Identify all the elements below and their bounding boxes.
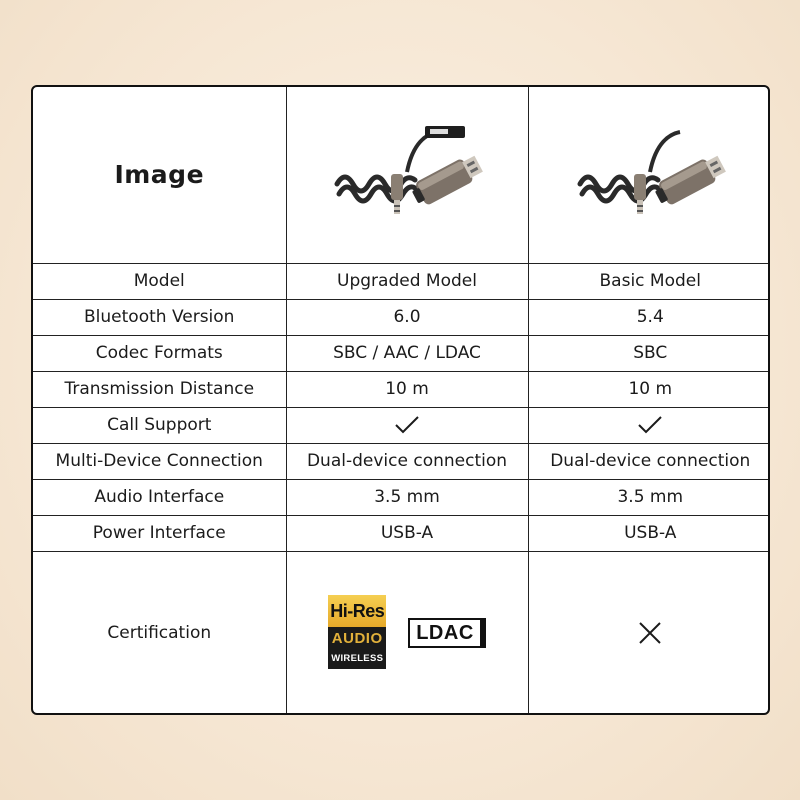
basic-product-cell	[528, 87, 770, 263]
cross-icon	[638, 621, 662, 645]
image-header-label: Image	[114, 160, 205, 190]
upgraded-product-image	[317, 112, 497, 232]
feature-label: Model	[33, 263, 286, 299]
basic-value: 3.5 mm	[528, 479, 770, 515]
hires-logo-line1: Hi-Res	[328, 595, 386, 627]
upgraded-value: USB-A	[286, 515, 528, 551]
basic-value: Dual-device connection	[528, 443, 770, 479]
image-header-cell	[33, 87, 286, 263]
image-row	[33, 87, 770, 263]
table-row	[33, 407, 770, 443]
upgraded-value: Upgraded Model	[286, 263, 528, 299]
basic-certification	[528, 551, 770, 715]
upgraded-value: 6.0	[286, 299, 528, 335]
feature-label: Multi-Device Connection	[33, 443, 286, 479]
check-icon	[394, 415, 420, 435]
feature-label: Power Interface	[33, 515, 286, 551]
certification-badges	[287, 595, 528, 671]
feature-label: Certification	[33, 551, 286, 715]
feature-label: Codec Formats	[33, 335, 286, 371]
feature-label: Bluetooth Version	[33, 299, 286, 335]
upgraded-value: SBC / AAC / LDAC	[286, 335, 528, 371]
upgraded-product-cell	[286, 87, 528, 263]
hires-audio-logo	[328, 595, 386, 671]
basic-value: 5.4	[528, 299, 770, 335]
upgraded-value: 3.5 mm	[286, 479, 528, 515]
upgraded-value: Dual-device connection	[286, 443, 528, 479]
comparison-table	[31, 85, 770, 715]
ldac-logo: LDAC	[408, 618, 486, 648]
basic-value: SBC	[528, 335, 770, 371]
certification-row	[33, 551, 770, 715]
table-row	[33, 263, 770, 299]
feature-label: Transmission Distance	[33, 371, 286, 407]
basic-product-image	[560, 112, 740, 232]
table-row	[33, 479, 770, 515]
upgraded-certification	[286, 551, 528, 715]
hires-logo-line2: AUDIO	[328, 627, 386, 651]
basic-value: 10 m	[528, 371, 770, 407]
upgraded-value: 10 m	[286, 371, 528, 407]
hires-logo-line3: WIRELESS	[328, 651, 386, 669]
table-row	[33, 335, 770, 371]
table-row	[33, 443, 770, 479]
feature-label: Audio Interface	[33, 479, 286, 515]
basic-value	[528, 407, 770, 443]
upgraded-value	[286, 407, 528, 443]
basic-value: USB-A	[528, 515, 770, 551]
table-row	[33, 371, 770, 407]
spec-table	[33, 87, 770, 715]
table-row	[33, 515, 770, 551]
feature-label: Call Support	[33, 407, 286, 443]
table-row	[33, 299, 770, 335]
basic-value: Basic Model	[528, 263, 770, 299]
check-icon	[637, 415, 663, 435]
